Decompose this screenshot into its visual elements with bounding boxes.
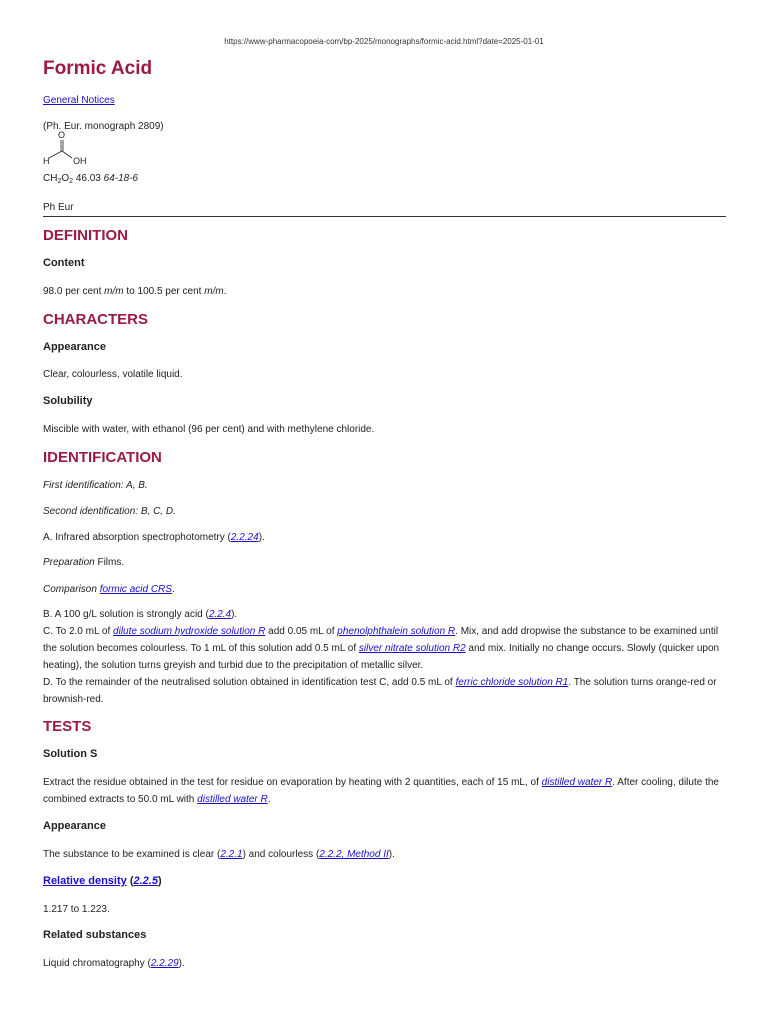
id-a-end: ). bbox=[258, 532, 265, 543]
identification-a bbox=[43, 529, 726, 546]
appearance2-text bbox=[43, 846, 726, 863]
solubility-heading: Solubility bbox=[43, 395, 93, 407]
divider bbox=[43, 216, 726, 217]
app2-t1: The substance to be examined is clear ( bbox=[43, 849, 221, 860]
section-identification: IDENTIFICATION bbox=[43, 449, 162, 466]
general-notices-link[interactable]: General Notices bbox=[43, 95, 115, 106]
appearance2-heading: Appearance bbox=[43, 820, 106, 832]
link-silver-nitrate[interactable]: silver nitrate solution R2 bbox=[358, 643, 466, 654]
identification-d bbox=[43, 674, 726, 708]
related-substances-text bbox=[43, 955, 726, 972]
identification-c bbox=[43, 623, 726, 674]
content-mm2: m/m bbox=[204, 286, 224, 297]
link-2-2-4[interactable]: 2.2.4 bbox=[208, 609, 232, 620]
related-substances-heading: Related substances bbox=[43, 929, 147, 941]
molecular-weight: 46.03 bbox=[75, 173, 101, 184]
comparison-line bbox=[43, 581, 726, 598]
id-b-text: B. A 100 g/L solution is strongly acid ( bbox=[43, 609, 209, 620]
section-tests: TESTS bbox=[43, 718, 92, 735]
id-b-end: ). bbox=[231, 609, 238, 620]
general-notices-line bbox=[43, 92, 726, 109]
sol-s-t3: . bbox=[267, 794, 271, 805]
app2-t2: ) and colourless ( bbox=[242, 849, 320, 860]
formula-c: CH bbox=[43, 173, 58, 184]
first-identification: First identification: A, B. bbox=[43, 480, 148, 491]
link-dilute-sodium-hydroxide[interactable]: dilute sodium hydroxide solution R bbox=[113, 626, 266, 637]
structure-h: H bbox=[43, 156, 50, 166]
monograph-ref: (Ph. Eur. monograph 2809) bbox=[43, 121, 164, 132]
preparation-line bbox=[43, 554, 726, 571]
content-text-c: . bbox=[223, 286, 227, 297]
second-identification: Second identification: B, C, D. bbox=[43, 506, 176, 517]
id-c-1: C. To 2.0 mL of bbox=[43, 626, 114, 637]
rs-t1: Liquid chromatography ( bbox=[43, 958, 151, 969]
page-url: https://www-pharmacopoeia-com/bp-2025/monographs/formic-acid.html?date=2025-01-01 bbox=[224, 37, 544, 46]
content-text-a: 98.0 per cent bbox=[43, 286, 105, 297]
relative-density-value: 1.217 to 1.223. bbox=[43, 904, 110, 915]
content-mm1: m/m bbox=[104, 286, 124, 297]
link-relative-density[interactable]: Relative density bbox=[43, 875, 127, 887]
id-d-1: D. To the remainder of the neutralised solution obtained in identification test C, add 0.5 mL of bbox=[43, 677, 456, 688]
structure-o: O bbox=[58, 130, 66, 140]
section-characters: CHARACTERS bbox=[43, 311, 148, 328]
rs-t2: ). bbox=[178, 958, 185, 969]
cas-number: 64-18-6 bbox=[103, 173, 139, 184]
formula-line bbox=[43, 170, 726, 187]
prep-text: Films. bbox=[94, 557, 125, 568]
appearance-heading: Appearance bbox=[43, 341, 106, 353]
id-d-2: . The solution turns orange-red or brownish-red. bbox=[43, 677, 717, 705]
rd-close: ) bbox=[157, 875, 162, 887]
sol-s-t2: . After cooling, dilute the combined extracts to 50.0 mL with bbox=[43, 777, 719, 805]
appearance-text: Clear, colourless, volatile liquid. bbox=[43, 369, 183, 380]
content-heading: Content bbox=[43, 257, 85, 269]
solution-s-heading: Solution S bbox=[43, 748, 98, 760]
link-2-2-2[interactable]: 2.2.2, Method II bbox=[319, 849, 389, 860]
formula-o: O bbox=[61, 173, 70, 184]
link-phenolphthalein[interactable]: phenolphthalein solution R bbox=[337, 626, 456, 637]
structure-diagram bbox=[43, 130, 103, 169]
link-2-2-5[interactable]: 2.2.5 bbox=[133, 875, 158, 887]
page-title: Formic Acid bbox=[43, 58, 153, 79]
ph-eur-marker: Ph Eur bbox=[43, 202, 74, 213]
content-text-b: to 100.5 per cent bbox=[123, 286, 205, 297]
content-text bbox=[43, 283, 726, 300]
link-ferric-chloride[interactable]: ferric chloride solution R1 bbox=[455, 677, 569, 688]
solution-s-text bbox=[43, 774, 726, 808]
identification-b bbox=[43, 606, 726, 623]
app2-t3: ). bbox=[388, 849, 395, 860]
formula-h-sub: 2 bbox=[57, 178, 62, 185]
id-c-2: add 0.05 mL of bbox=[265, 626, 338, 637]
rd-open: ( bbox=[126, 875, 134, 887]
sol-s-t1: Extract the residue obtained in the test for residue on evaporation by heating with 2 quantities, each of 15 mL, of bbox=[43, 777, 542, 788]
solubility-text: Miscible with water, with ethanol (96 per cent) and with methylene chloride. bbox=[43, 424, 375, 435]
id-c-3: . Mix, and add dropwise the substance to be examined until the solution becomes colourless. To 1 mL of this solution add 0.5 mL of bbox=[43, 626, 719, 654]
prep-label: Preparation bbox=[43, 557, 95, 568]
link-2-2-29[interactable]: 2.2.29 bbox=[150, 958, 179, 969]
section-definition: DEFINITION bbox=[43, 227, 128, 244]
link-distilled-water-2[interactable]: distilled water R bbox=[197, 794, 268, 805]
link-distilled-water-1[interactable]: distilled water R bbox=[541, 777, 613, 788]
formula-o-sub: 2 bbox=[69, 178, 74, 185]
id-c-4: and mix. Initially no change occurs. Slowly (quicker upon heating), the solution turns greyish and turbid due to the precipitation of metallic silver. bbox=[43, 643, 720, 671]
link-2-2-1[interactable]: 2.2.1 bbox=[220, 849, 243, 860]
structure-oh: OH bbox=[73, 156, 87, 166]
link-2-2-24[interactable]: 2.2.24 bbox=[230, 532, 259, 543]
comp-label: Comparison bbox=[43, 584, 100, 595]
link-formic-acid-crs[interactable]: formic acid CRS bbox=[99, 584, 172, 595]
relative-density-heading bbox=[43, 875, 162, 887]
comp-end: . bbox=[171, 584, 175, 595]
id-a-text: A. Infrared absorption spectrophotometry ( bbox=[43, 532, 231, 543]
